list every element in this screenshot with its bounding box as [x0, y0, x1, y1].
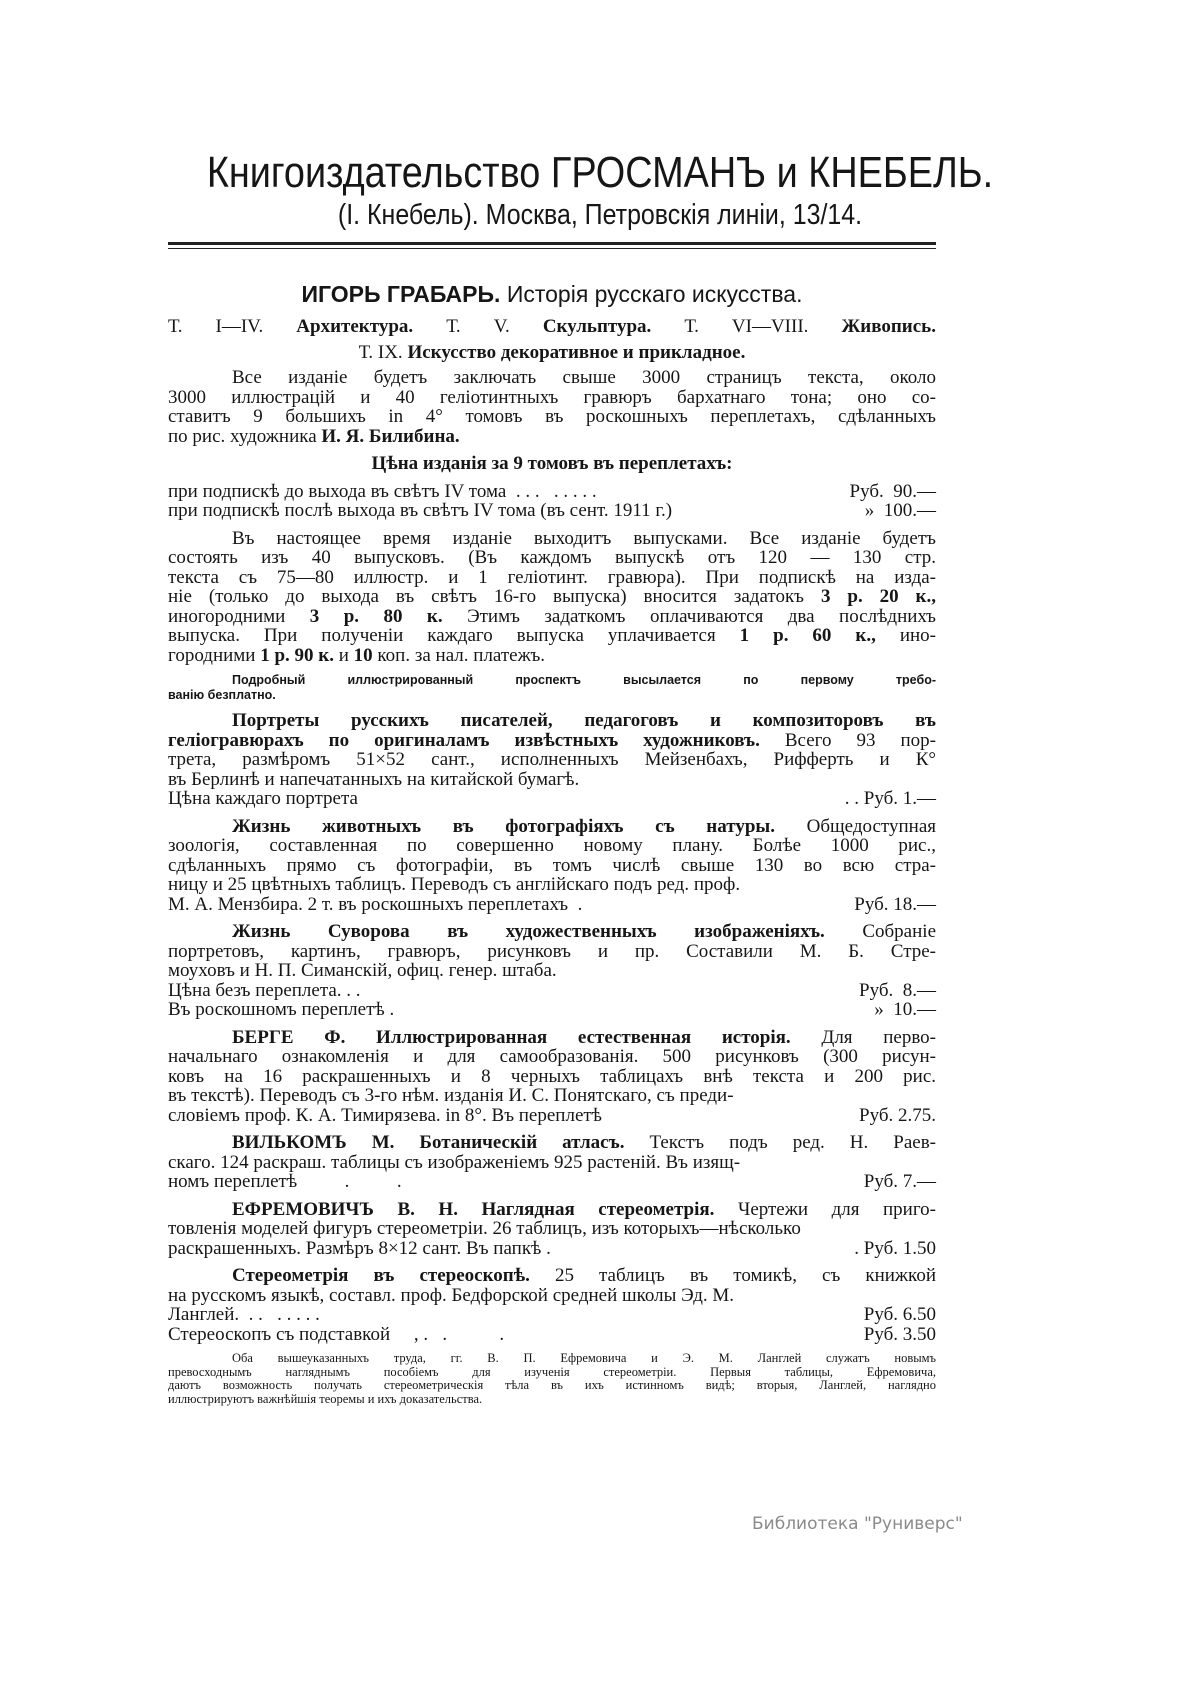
- catalog-entry: [168, 529, 936, 666]
- bold-text: 1 р. 90 к.: [260, 644, 334, 666]
- text-line: [168, 343, 936, 363]
- text-line: [168, 770, 936, 790]
- catalog-entry: [168, 673, 936, 703]
- text-line: [168, 529, 936, 549]
- text-run: коп. за нал. платежъ.: [372, 644, 546, 666]
- text-run: Т. V.: [413, 316, 543, 337]
- text-line: [168, 750, 936, 770]
- text-line: [168, 711, 936, 731]
- bold-text: 3 р. 20 к.,: [820, 586, 937, 607]
- text-run: ніе (только до выхода въ свѣтъ 16-го выпуска) вносится задатокъ: [168, 586, 821, 607]
- text-line: [168, 1028, 936, 1048]
- text-line: [168, 548, 936, 568]
- double-rule-bottom: [168, 248, 936, 249]
- price-label: Въ роскошномъ переплетѣ .: [168, 999, 395, 1020]
- text-line: [168, 1200, 936, 1220]
- bold-text: 10: [353, 644, 373, 666]
- text-line: [168, 817, 936, 837]
- text-line: [168, 1219, 936, 1239]
- price-label: Цѣна каждаго портрета: [168, 788, 358, 809]
- text-line: [168, 587, 936, 607]
- price-label: раскрашенныхъ. Размѣръ 8×12 сант. Въ папкѣ .: [168, 1237, 551, 1259]
- price-value: Руб. 2.75.: [859, 1104, 936, 1126]
- bold-text: 3 р. 80 к.: [309, 605, 443, 627]
- price-value: . Руб. 1.50: [854, 1237, 936, 1259]
- text-run: Для перво-: [790, 1026, 937, 1048]
- text-run: ницу и 25 цвѣтныхъ таблицъ. Переводъ съ англійскаго подъ ред. проф.: [168, 874, 741, 895]
- price-value: Руб. 18.—: [854, 893, 936, 915]
- text-line: [168, 1286, 936, 1306]
- text-line: [168, 368, 936, 388]
- price-row: [168, 1172, 936, 1192]
- text-run: Всего 93 пор-: [759, 729, 936, 751]
- catalog-entry: [168, 343, 936, 363]
- price-value: Руб. 6.50: [863, 1304, 936, 1325]
- text-line: [168, 454, 936, 474]
- text-run: текста съ 75—80 иллюстр. и 1 геліотинт. гравюра). При подпискѣ на изда-: [168, 566, 936, 588]
- text-run: Т. I—IV.: [168, 316, 297, 337]
- catalog-entry: [168, 1352, 936, 1406]
- text-run: портретовъ, картинъ, гравюръ, рисунковъ и пр. Составили М. Б. Стре-: [168, 940, 936, 962]
- book-title: Исторія русскаго искусства.: [500, 281, 803, 307]
- price-row: [168, 1106, 936, 1126]
- price-row: [168, 895, 936, 915]
- text-run: Текстъ подъ ред. Н. Раев-: [624, 1132, 936, 1153]
- footnote-line: превосходнымъ нагляднымъ пособіемъ для изученія стереометріи. Первыя таблицы, Ефремовича,: [168, 1364, 936, 1379]
- bold-text: Портреты русскихъ писателей, педагоговъ и композиторовъ въ: [232, 710, 936, 731]
- price-row: [168, 501, 936, 521]
- price-value: Руб. 90.—: [849, 480, 936, 502]
- text-line: [168, 1086, 936, 1106]
- text-line: [168, 607, 936, 627]
- catalog-entry: [168, 368, 936, 446]
- prospectus-note: ванію безплатно.: [168, 688, 276, 702]
- publisher-title: Книгоиздательство ГРОСМАНЪ и КНЕБЕЛЬ.: [206, 148, 994, 197]
- catalog-entry: [168, 1133, 936, 1192]
- price-value: . . Руб. 1.—: [844, 788, 936, 809]
- text-line: [168, 407, 936, 427]
- double-rule-top: [168, 242, 936, 245]
- text-line: [168, 1067, 936, 1087]
- text-run: ино-: [875, 625, 936, 646]
- text-run: Все изданіе будетъ заключать свыше 3000 страницъ текста, около: [232, 367, 936, 388]
- price-row: [168, 1000, 936, 1020]
- bold-text: 1 р. 60 к.,: [739, 625, 876, 646]
- prospectus-note: Подробный иллюстрированный проспектъ высылается по первому требо-: [232, 673, 936, 687]
- footnote-line: Оба вышеуказанныхъ труда, гг. В. П. Ефремовича и Э. М. Ланглей служатъ новымъ: [232, 1351, 936, 1365]
- bold-text: Жизнь Суворова въ художественныхъ изображеніяхъ.: [232, 921, 825, 942]
- price-label: Цѣна безъ переплета. . .: [168, 979, 361, 1001]
- bold-text: Стереометрія въ стереоскопѣ.: [232, 1265, 530, 1286]
- text-line: [168, 836, 936, 856]
- bold-text: Архитектура.: [296, 316, 414, 337]
- price-row: [168, 1325, 936, 1345]
- text-run: ставитъ 9 большихъ in 4° томовъ въ роскошныхъ переплетахъ, сдѣланныхъ: [168, 406, 936, 427]
- text-run: трета, размѣромъ 51×52 сант., исполненныхъ Мейзенбахъ, Рифферть и К°: [168, 749, 936, 770]
- text-run: городними: [168, 644, 261, 666]
- catalog-entry: [168, 817, 936, 915]
- catalog-entry: [168, 922, 936, 1020]
- text-line: [168, 317, 936, 337]
- text-line: [168, 388, 936, 408]
- bold-text: БЕРГЕ Ф. Иллюстрированная естественная исторія.: [232, 1026, 791, 1048]
- text-run: 3000 иллюстрацій и 40 геліотинтныхъ гравюръ бархатнаго тона; оно со-: [168, 386, 936, 408]
- text-run: ковъ на 16 раскрашенныхъ и 8 черныхъ таблицахъ внѣ текста и 200 рис.: [168, 1065, 936, 1087]
- price-row: [168, 1305, 936, 1325]
- bold-text: Жизнь животныхъ въ фотографіяхъ съ натуры.: [232, 815, 775, 837]
- price-label: М. А. Мензбира. 2 т. въ роскошныхъ переплетахъ .: [168, 893, 583, 915]
- catalog-entry: [168, 1266, 936, 1344]
- bold-text: ВИЛЬКОМЪ М. Ботаническій атласъ.: [232, 1132, 625, 1153]
- price-value: » 10.—: [874, 999, 936, 1020]
- bold-text: Живопись.: [841, 316, 936, 337]
- bold-text: геліогравюрахъ по оригиналамъ извѣстныхъ художниковъ.: [168, 729, 760, 751]
- text-line: [168, 646, 936, 666]
- text-run: товленія моделей фигуръ стереометріи. 26 таблицъ, изъ которыхъ—нѣсколько: [168, 1218, 801, 1239]
- catalog-entry: [168, 454, 936, 474]
- price-row: [168, 482, 936, 502]
- text-line: [168, 427, 936, 447]
- catalog-content: [168, 279, 936, 1414]
- text-run: моуховъ и Н. П. Симанскій, офиц. генер. штаба.: [168, 960, 557, 981]
- text-run: Т. VI—VIII.: [651, 316, 842, 337]
- bold-text: И. Я. Билибина.: [321, 425, 460, 447]
- catalog-entry: [168, 1200, 936, 1259]
- footnote-line: даютъ возможность получать стереометрическія тѣла въ ихъ истинномъ видѣ; вторыя, Ланглей, наглядно: [168, 1378, 936, 1392]
- bold-text: ЕФРЕМОВИЧЪ В. Н. Наглядная стереометрія.: [232, 1198, 715, 1220]
- text-run: начальнаго ознакомленія и для самообразованія. 500 рисунковъ (300 рисун-: [168, 1046, 936, 1067]
- price-label: Стереоскопъ съ подставкой , . . .: [168, 1323, 505, 1345]
- text-run: 25 таблицъ въ томикѣ, съ книжкой: [529, 1265, 936, 1286]
- publisher-address: (І. Кнебель). Москва, Петровскія линіи, 13/14.: [337, 199, 863, 231]
- text-line: [168, 626, 936, 646]
- footnote-line: иллюстрируютъ важнѣйшія теоремы и ихъ доказательства.: [168, 1391, 483, 1406]
- price-row: [168, 789, 936, 809]
- price-label: номъ переплетѣ . .: [168, 1171, 402, 1192]
- text-line: [168, 942, 936, 962]
- text-run: въ текстѣ). Переводъ съ 3-го нѣм. изданія И. С. Понятскаго, съ преди-: [168, 1085, 734, 1106]
- text-run: состоять изъ 40 выпусковъ. (Въ каждомъ выпускѣ отъ 120 — 130 стр.: [168, 547, 936, 568]
- price-row: [168, 981, 936, 1001]
- text-run: Въ настоящее время изданіе выходитъ выпусками. Все изданіе будетъ: [232, 527, 936, 549]
- bold-text: Цѣна изданія за 9 томовъ въ переплетахъ:: [371, 453, 733, 474]
- text-run: скаго. 124 раскраш. таблицы съ изображеніемъ 925 растеній. Въ изящ-: [168, 1151, 741, 1173]
- text-line: [168, 1266, 936, 1286]
- price-value: » 100.—: [864, 500, 936, 521]
- text-run: Чертежи для приго-: [714, 1198, 936, 1220]
- library-watermark: Библиотека "Руниверс": [752, 1514, 963, 1534]
- text-line: [168, 856, 936, 876]
- author-name: ИГОРЬ ГРАБАРЬ.: [301, 281, 501, 307]
- section-heading: [168, 279, 936, 309]
- price-label: словіемъ проф. К. А. Тимирязева. in 8°. Въ переплетѣ: [168, 1104, 603, 1126]
- price-value: Руб. 3.50: [863, 1323, 936, 1345]
- catalog-entry: [168, 482, 936, 521]
- bold-text: Искусство декоративное и прикладное.: [407, 341, 746, 363]
- text-run: иногородними: [168, 605, 310, 627]
- text-line: [168, 922, 936, 942]
- text-run: Этимъ задаткомъ оплачиваются два послѣднихъ: [442, 605, 937, 627]
- catalog-entry: [168, 317, 936, 337]
- text-line: [168, 1133, 936, 1153]
- text-line: [168, 731, 936, 751]
- text-line: [168, 1153, 936, 1173]
- text-run: зоологія, составленная по совершенно новому плану. Болѣе 1000 рис.,: [168, 835, 936, 856]
- price-label: при подпискѣ послѣ выхода въ свѣтъ IV тома (въ сент. 1911 г.): [168, 500, 673, 521]
- catalog-entry: [168, 1028, 936, 1126]
- text-run: въ Берлинѣ и напечатанныхъ на китайской бумагѣ.: [168, 768, 580, 790]
- price-value: Руб. 8.—: [859, 979, 936, 1001]
- text-run: по рис. художника: [168, 425, 322, 447]
- text-run: Т. IX.: [358, 341, 408, 363]
- price-label: при подпискѣ до выхода въ свѣтъ IV тома . . . . . . . .: [168, 480, 597, 502]
- text-run: сдѣланныхъ прямо съ фотографіи, въ томъ числѣ свыше 130 во всю стра-: [168, 854, 936, 876]
- price-row: [168, 1239, 936, 1259]
- text-line: [168, 875, 936, 895]
- text-run: на русскомъ языкѣ, составл. проф. Бедфорской средней школы Эд. М.: [168, 1284, 735, 1306]
- text-line: [168, 1047, 936, 1067]
- bold-text: Скульптура.: [542, 316, 652, 337]
- text-run: Общедоступная: [775, 815, 936, 837]
- text-run: выпуска. При полученіи каждаго выпуска уплачивается: [168, 625, 740, 646]
- price-value: Руб. 7.—: [863, 1171, 936, 1192]
- price-label: Ланглей. . . . . . . .: [168, 1304, 320, 1325]
- text-run: Собраніе: [824, 921, 936, 942]
- text-line: [168, 568, 936, 588]
- text-line: [168, 961, 936, 981]
- text-run: и: [333, 644, 354, 666]
- catalog-entry: [168, 279, 936, 309]
- catalog-entry: [168, 711, 936, 809]
